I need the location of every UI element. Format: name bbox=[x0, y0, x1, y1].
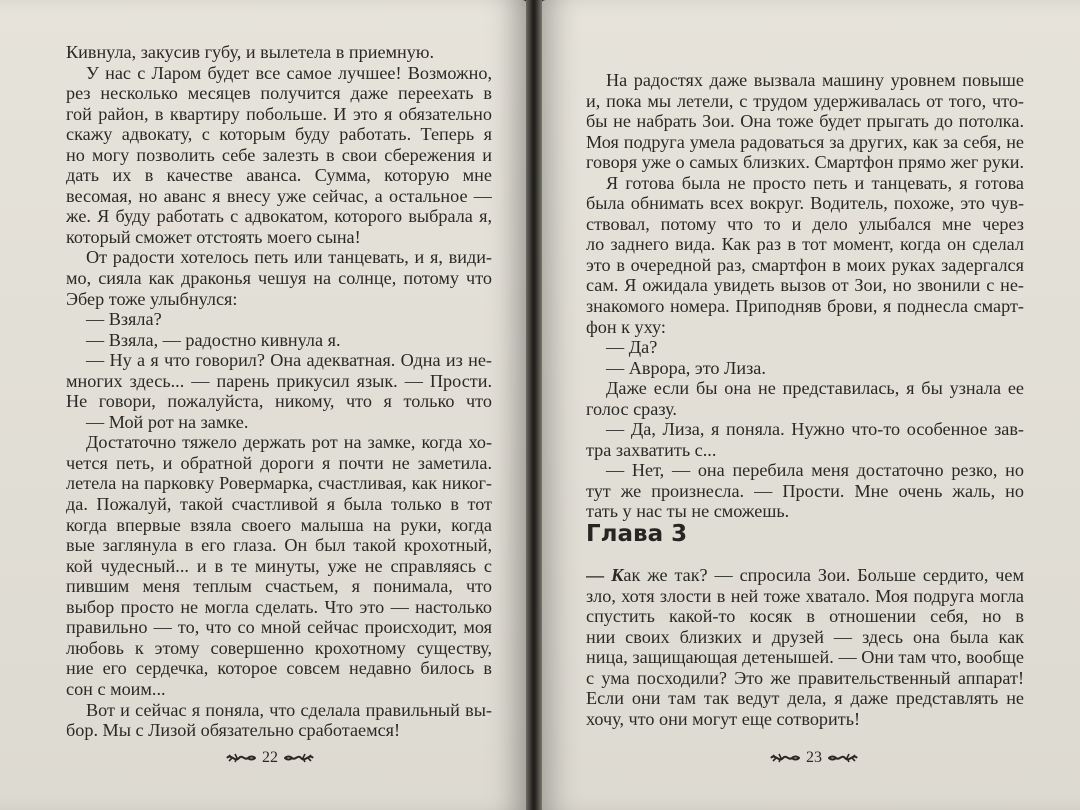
text-line: говоря уже о самых близких. Смартфон прямо жег руки. bbox=[586, 152, 1024, 173]
text-line: любовь к этому совершенно крохотному существу, bbox=[66, 637, 492, 658]
text-line: чется петь, и обратной дороги я почти не заметила. bbox=[66, 452, 492, 473]
text-line: тра захватить с... bbox=[586, 439, 717, 460]
text-line: Кивнула, закусив губу, и вылетела в приемную. bbox=[66, 42, 435, 62]
text-line: голос сразу. bbox=[586, 398, 677, 419]
text-line: тать у нас ты не сможешь. bbox=[586, 501, 790, 522]
text-line: дать их в качестве аванса. Сумма, которую мне bbox=[66, 165, 492, 186]
ornament-icon bbox=[828, 752, 858, 764]
text-line: — Взяла? bbox=[86, 309, 162, 330]
page-number-left bbox=[226, 749, 314, 767]
text-line: Я готова была не просто петь и танцевать, я готова bbox=[606, 172, 1024, 193]
text-line: пившим меня теплым счастьем, я понимала, что bbox=[66, 576, 492, 597]
text-line: — Да, Лиза, я поняла. Нужно что-то особенное зав- bbox=[606, 419, 1024, 440]
text-line: кой чудесный... и в те минуты, уже не справляясь с bbox=[66, 555, 492, 576]
book-gutter bbox=[526, 0, 542, 810]
text-line: когда впервые взяла своего малыша на руки, когда bbox=[66, 514, 492, 535]
text-line: тут же произнесла. — Прости. Мне очень жаль, но bbox=[586, 480, 1024, 501]
text-line: летела на парковку Ровермарка, счастливая, как никог- bbox=[66, 473, 492, 494]
text-line: сам. Я ожидала увидеть вызов от Зои, но звонили с не- bbox=[586, 275, 1024, 296]
ornament-icon bbox=[770, 752, 800, 764]
text-line: Моя подруга умела радоваться за других, как за себя, не bbox=[586, 131, 1024, 152]
text-line: и, пока мы летели, с трудом удерживалась от того, что- bbox=[586, 90, 1024, 111]
text-line: Даже если бы она не представилась, я бы узнала ее bbox=[606, 378, 1024, 399]
page-number: 23 bbox=[806, 749, 822, 766]
text-line: многих здесь... — парень прикусил язык. — Прости. bbox=[66, 370, 492, 391]
text-line: но могу позволить себе залезть в свои сбережения и bbox=[66, 144, 492, 165]
text-line: бы не набрать Зои. Она тоже будет прыгать до потолка. bbox=[586, 111, 1024, 132]
right-page-text bbox=[586, 70, 1024, 522]
text-line: — Мой рот на замке. bbox=[86, 411, 249, 432]
text-line: — Взяла, — радостно кивнула я. bbox=[86, 329, 341, 350]
text-line: На радостях даже вызвала машину уровнем повыше bbox=[606, 70, 1024, 90]
text-line: ло заднего вида. Как раз в тот момент, когда он сделал bbox=[586, 234, 1024, 255]
text-line: рез несколько месяцев получится даже переехать в bbox=[66, 83, 492, 104]
text-line: Эбер тоже улыбнулся: bbox=[66, 288, 238, 309]
text-line: хочу, что они могут еще сотворить! bbox=[586, 708, 861, 729]
text-line: — Нет, — она перебила меня достаточно резко, но bbox=[606, 460, 1024, 481]
text-line: правильно — то, что со мной сейчас происходит, моя bbox=[66, 617, 492, 638]
text-line: бор. Мы с Лизой обязательно сработаемся! bbox=[66, 720, 401, 741]
text-line: выбор просто не могла сделать. Что это — настолько bbox=[66, 596, 492, 617]
text-line: ние его сердечка, которое совсем недавно билось в bbox=[66, 658, 492, 679]
text-line: — Аврора, это Лиза. bbox=[606, 357, 766, 378]
text-line: же. Я буду работать с адвокатом, которого выбрала я, bbox=[66, 206, 492, 227]
text-line: нии своих близких и друзей — здесь она была как bbox=[586, 626, 1024, 647]
text-line: который сможет отстоять моего сына! bbox=[66, 226, 361, 247]
text-line: скажу адвокату, с которым буду работать. Теперь я bbox=[66, 124, 492, 145]
text-line: зло, хотя злости в ней тоже хватало. Моя подруга могла bbox=[586, 585, 1024, 606]
text-line bbox=[586, 565, 1024, 586]
text-line: ница, защищающая детенышей. — Они там что, вообще bbox=[586, 647, 1024, 668]
text-line: вые заглянула в его глаза. Он был такой крохотный, bbox=[66, 535, 492, 556]
text-line: весомая, но аванс я внесу уже сейчас, а остальное — bbox=[66, 185, 492, 206]
chapter-title: Глава 3 bbox=[586, 521, 688, 547]
text-line: мо, сияла как драконья чешуя на солнце, потому что bbox=[66, 268, 492, 289]
text-line: да. Пожалуй, такой счастливой я была только в тот bbox=[66, 494, 492, 515]
text-line: с ума посходили? Это же правительственный аппарат! bbox=[586, 667, 1024, 688]
page-number: 22 bbox=[262, 749, 278, 766]
page-number-right bbox=[770, 749, 858, 767]
chapter-initial: — К bbox=[586, 565, 624, 585]
text-line: сон с моим... bbox=[66, 678, 166, 699]
left-page-text bbox=[66, 42, 492, 741]
chapter-opening-text bbox=[586, 565, 1024, 729]
text-line: Не говори, пожалуйста, никому, что я только что bbox=[66, 391, 492, 412]
text-line: — Да? bbox=[606, 337, 658, 358]
text-line: Если они там так ведут дела, я даже представлять не bbox=[586, 688, 1024, 709]
ornament-icon bbox=[226, 752, 256, 764]
text-line: Вот и сейчас я поняла, что сделала правильный вы- bbox=[86, 699, 492, 720]
text-line: ствовал, потому что то и дело улыбался мне через bbox=[586, 213, 1024, 234]
text-line: знакомого номера. Приподняв брови, я поднесла смарт- bbox=[586, 296, 1024, 317]
text-line: Достаточно тяжело держать рот на замке, когда хо- bbox=[86, 432, 492, 453]
text-line: спустить какой-то косяк в отношении себя, но в bbox=[586, 606, 1024, 627]
text-line: это в очередной раз, смартфон в моих руках задергался bbox=[586, 254, 1024, 275]
text-line: У нас с Ларом будет все самое лучшее! Возможно, bbox=[86, 62, 492, 83]
text-line: была обнимать всех вокруг. Водитель, похоже, это чув- bbox=[586, 193, 1024, 214]
ornament-icon bbox=[284, 752, 314, 764]
text-line: — Ну а я что говорил? Она адекватная. Одна из не- bbox=[86, 350, 492, 371]
text-line: От радости хотелось петь или танцевать, и я, види- bbox=[86, 247, 492, 268]
chapter-first-line-rest: ак же так? — спросила Зои. Больше сердито, чем bbox=[623, 565, 1024, 585]
text-line: фон к уху: bbox=[586, 316, 666, 337]
text-line: гой район, в квартиру побольше. И это я обязательно bbox=[66, 103, 492, 124]
